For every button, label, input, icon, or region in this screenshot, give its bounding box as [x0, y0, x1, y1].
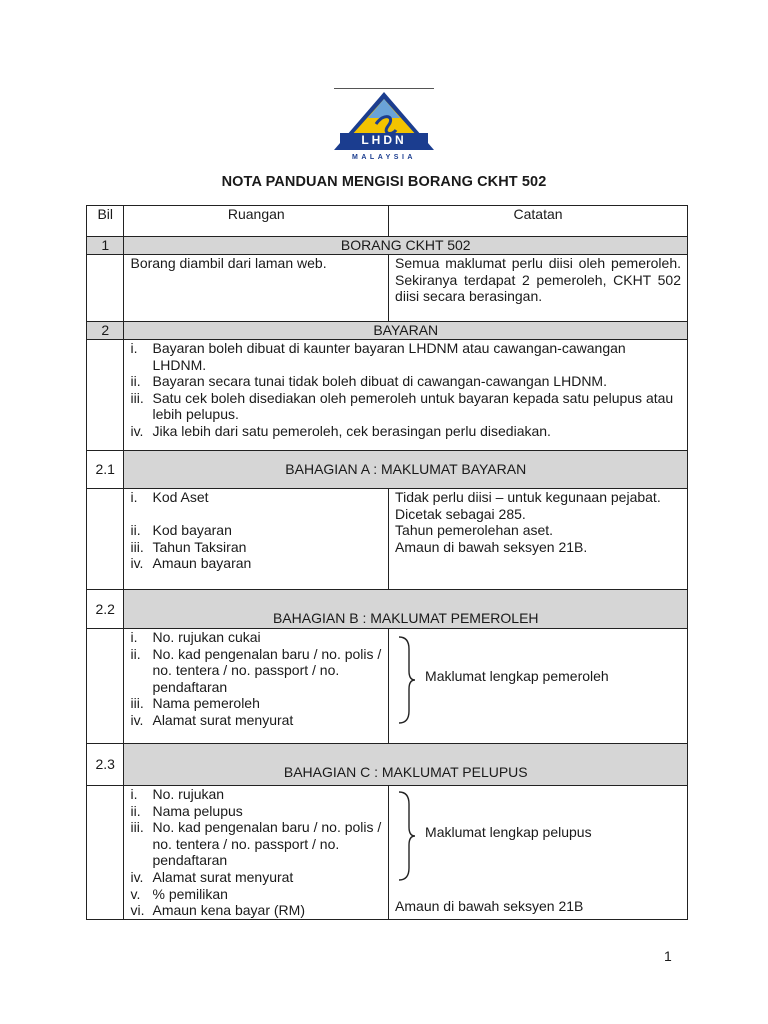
section-2-row	[87, 340, 688, 451]
section-2-1-ruangan	[124, 489, 389, 590]
list-item: iii. Tahun Taksiran	[130, 538, 247, 555]
list-item: iii. Satu cek boleh disediakan oleh pemeroleh untuk bayaran kepada satu pelupus atau lebih pelupus.	[130, 389, 674, 423]
logo-top-rule	[334, 88, 434, 89]
note-kod-aset: Tidak perlu diisi – untuk kegunaan pejabat.	[395, 489, 661, 505]
list-item: i. No. rujukan	[130, 786, 225, 802]
section-2-3-title: BAHAGIAN C : MAKLUMAT PELUPUS	[124, 744, 688, 786]
list-item: iv. Jika lebih dari satu pemeroleh, cek berasingan perlu disediakan.	[130, 422, 551, 439]
note-amaun-21b: Amaun di bawah seksyen 21B	[395, 898, 584, 915]
section-2-1-list	[130, 489, 382, 572]
note-pemeroleh: Maklumat lengkap pemeroleh	[425, 668, 609, 684]
section-2-1-catatan	[389, 489, 688, 590]
section-1-row	[87, 255, 688, 322]
list-item: ii. Nama pelupus	[130, 802, 243, 819]
section-2-2-row	[87, 629, 688, 744]
section-2-title: BAYARAN	[124, 322, 688, 340]
list-item: v. % pemilikan	[130, 885, 228, 902]
section-2-2-empty	[87, 629, 124, 744]
list-item: iv. Alamat surat menyurat	[130, 711, 294, 728]
list-item: iii. No. kad pengenalan baru / no. polis / no. tentera / no. passport / no. pendaftaran	[130, 819, 382, 869]
guide-table	[86, 205, 688, 920]
list-item: ii. Bayaran secara tunai tidak boleh dibuat di cawangan-cawangan LHDNM.	[130, 373, 607, 390]
brace-icon	[395, 790, 417, 882]
section-2-2-num: 2.2	[87, 590, 124, 629]
list-item: i. No. rujukan cukai	[130, 629, 261, 645]
note-amaun: Amaun di bawah seksyen 21B.	[395, 538, 588, 555]
section-2-empty	[87, 340, 124, 451]
section-2-3-catatan	[389, 786, 688, 920]
section-2-2-list	[130, 629, 382, 729]
list-item: ii. No. kad pengenalan baru / no. polis / no. tentera / no. passport / no. pendaftaran	[130, 645, 382, 695]
table-header-row	[87, 206, 688, 237]
section-2-1-header	[87, 451, 688, 489]
section-2-3-header	[87, 744, 688, 786]
list-item: iii. Nama pemeroleh	[130, 695, 260, 712]
logo-subtext: MALAYSIA	[352, 154, 416, 161]
section-2-2-catatan	[389, 629, 688, 744]
list-item: iv. Alamat surat menyurat	[130, 868, 294, 885]
section-1-catatan: Semua maklumat perlu diisi oleh pemeroleh. Sekiranya terdapat 2 pemeroleh, CKHT 502 diisi secara berasingan.	[389, 255, 688, 322]
section-2-num: 2	[87, 322, 124, 340]
header-ruangan: Ruangan	[124, 206, 389, 237]
section-2-3-list	[130, 786, 382, 919]
brace-icon	[395, 635, 417, 725]
section-2-1-title: BAHAGIAN A : MAKLUMAT BAYARAN	[124, 451, 688, 489]
section-1-title: BORANG CKHT 502	[124, 237, 688, 255]
list-item: i. Kod Aset	[130, 489, 209, 505]
section-1-empty	[87, 255, 124, 322]
section-2-3-empty	[87, 786, 124, 920]
lhdn-logo	[330, 90, 438, 162]
section-2-header	[87, 322, 688, 340]
note-tahun: Tahun pemerolehan aset.	[395, 522, 554, 539]
section-2-3-num: 2.3	[87, 744, 124, 786]
section-2-3-row	[87, 786, 688, 920]
section-2-content	[124, 340, 688, 451]
list-item: ii. Kod bayaran	[130, 522, 232, 539]
page-title: NOTA PANDUAN MENGISI BORANG CKHT 502	[221, 174, 547, 190]
section-2-2-ruangan	[124, 629, 389, 744]
page-number: 1	[664, 948, 672, 964]
section-1-ruangan: Borang diambil dari laman web.	[124, 255, 389, 322]
section-2-1-empty	[87, 489, 124, 590]
section-2-3-ruangan	[124, 786, 389, 920]
list-item: iv. Amaun bayaran	[130, 555, 252, 572]
section-1-num: 1	[87, 237, 124, 255]
list-item: i. Bayaran boleh dibuat di kaunter bayaran LHDNM atau cawangan-cawangan LHDNM.	[130, 340, 626, 373]
list-item: vi. Amaun kena bayar (RM)	[130, 902, 305, 919]
note-pelupus: Maklumat lengkap pelupus	[425, 824, 592, 840]
section-2-1-num: 2.1	[87, 451, 124, 489]
section-1-header	[87, 237, 688, 255]
header-catatan: Catatan	[389, 206, 688, 237]
section-2-2-header	[87, 590, 688, 629]
note-kod-bayaran: Dicetak sebagai 285.	[395, 505, 526, 522]
logo-text: LHDN	[361, 133, 407, 147]
header-bil: Bil	[87, 206, 124, 237]
section-2-list	[130, 340, 681, 440]
section-2-2-title: BAHAGIAN B : MAKLUMAT PEMEROLEH	[124, 590, 688, 629]
section-2-1-row	[87, 489, 688, 590]
